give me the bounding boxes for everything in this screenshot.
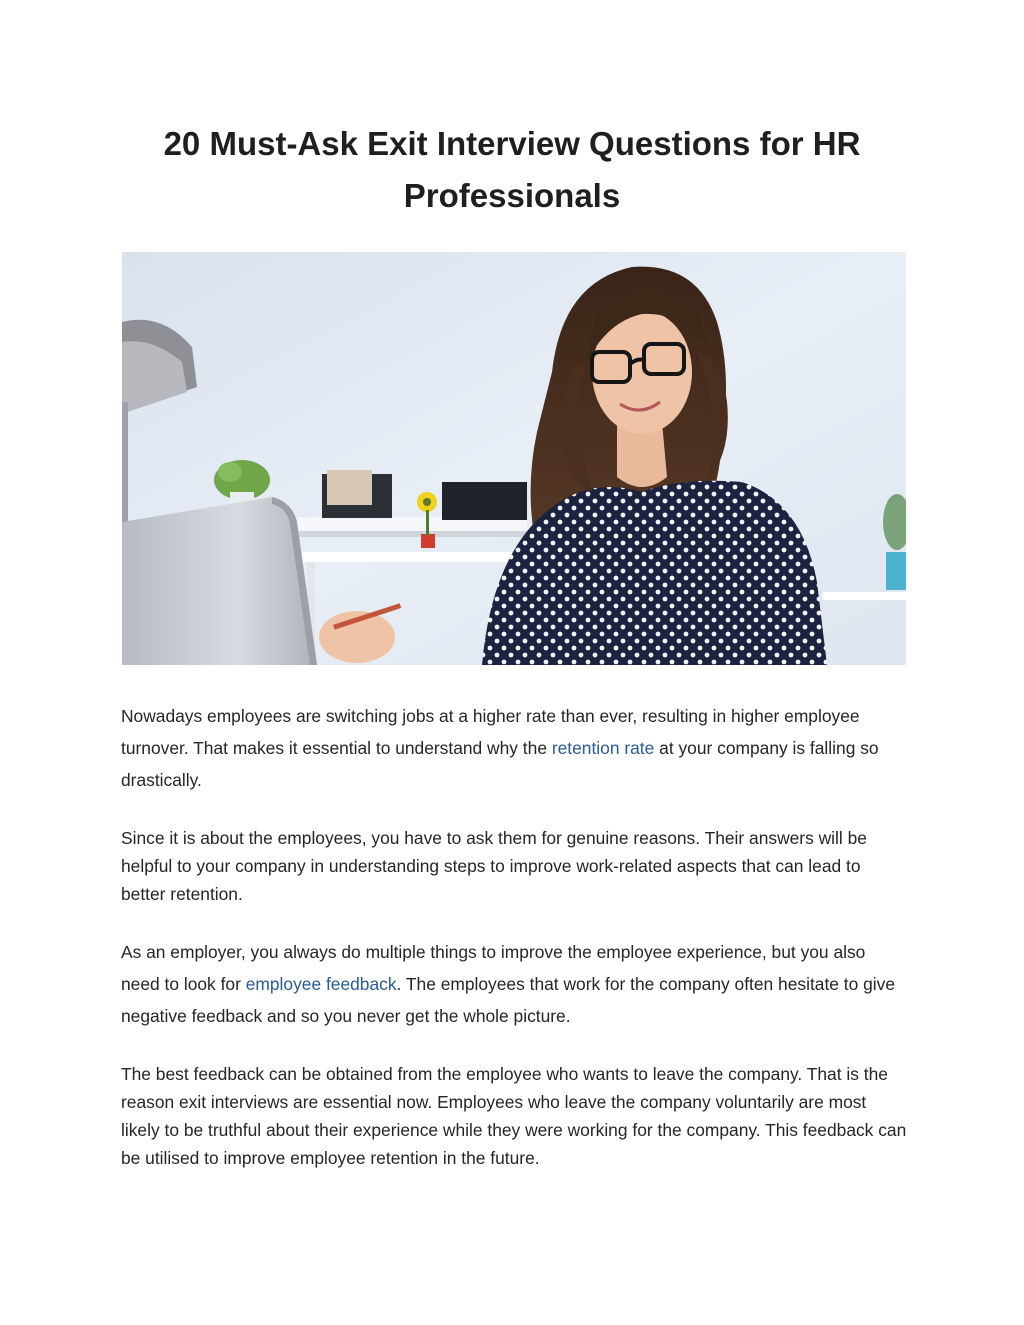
paragraph-intro-text-end: at your company is falling so drastically. (121, 738, 879, 790)
paragraph-intro-text: Nowadays employees are switching jobs at a higher rate than ever, resulting in higher employee turnover. That makes it essential to understand why the (121, 706, 860, 758)
paragraph-employer-text: As an employer, you always do multiple things to improve the employee experience, but you also need to look for (121, 942, 866, 994)
paragraph-genuine-reasons: Since it is about the employees, you have to ask them for genuine reasons. Their answers will be helpful to your company in understanding steps to improve work-related aspects that can lead to better retention. (121, 828, 867, 904)
employee-feedback-link[interactable]: employee feedback (245, 974, 397, 994)
laptop (122, 497, 317, 665)
page-title: 20 Must-Ask Exit Interview Questions for HR Professionals (163, 125, 861, 214)
background-desk (292, 552, 542, 562)
hero-image (122, 252, 906, 665)
paragraph-intro (121, 700, 907, 796)
retention-rate-link[interactable]: retention rate (551, 738, 655, 758)
paragraph-best-feedback: The best feedback can be obtained from the employee who wants to leave the company. That is the reason exit interviews are essential now. Employees who leave the company voluntarily are most likely to be truthful about their experience while they were working for the company. This feedback can be utilised to improve employee retention in the future. (121, 1064, 907, 1168)
paragraph-employer (121, 936, 907, 1032)
paragraph-employer-text-end: . The employees that work for the company often hesitate to give negative feedback and so you never get the whole picture. (121, 974, 896, 1026)
